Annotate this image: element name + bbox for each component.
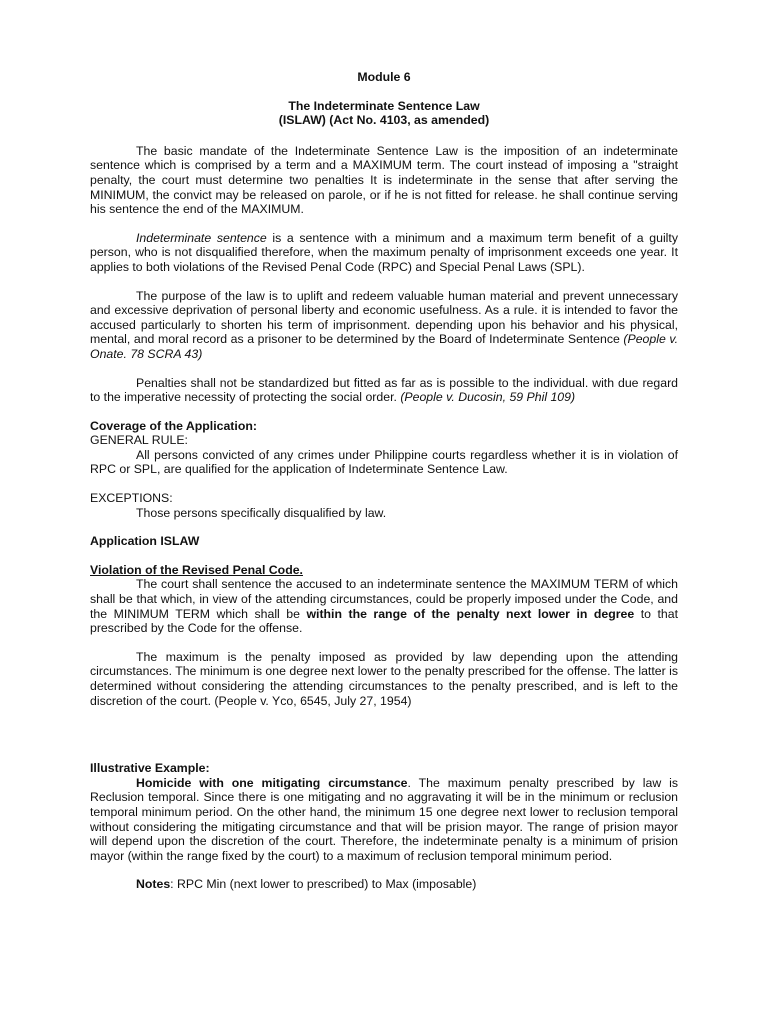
exceptions-text: Those persons specifically disqualified by law. — [136, 505, 387, 520]
term-indeterminate-sentence: Indeterminate sentence — [136, 230, 267, 245]
general-rule-text: All persons convicted of any crimes under Philippine courts regardless whether it is in violation of RPC or SPL, are qualified for the application of Indeterminate Sentence Law. — [90, 447, 678, 477]
coverage-heading: Coverage of the Application: — [90, 418, 257, 433]
exceptions-label: EXCEPTIONS: — [90, 491, 173, 506]
paragraph-purpose — [90, 289, 678, 362]
example-heading: Illustrative Example: — [90, 761, 210, 776]
citation-onate: (People v. Onate. 78 SCRA 43) — [90, 332, 679, 361]
definition-text: is a sentence with a minimum and a maximum term benefit of a guilty person, who is not disqualified therefore, when the maximum penalty of imprisonment exceeds one year. It applies to both violations of the Revised Penal Code (RPC) and Special Penal Laws (SPL). — [90, 230, 678, 274]
paragraph-sentence-rule — [90, 577, 678, 635]
paragraph-penalties — [90, 376, 678, 405]
paragraph-mandate: The basic mandate of the Indeterminate Sentence Law is the imposition of an indeterminate sentence which is comprised by a term and a MAXIMUM term. The court instead of imposing a "straight penalty, the court must determine two penalties It is indeterminate in the sense that after serving the MINIMUM, the convict may be released on parole, or if he is not fitted for release. he shall continue serving his sentence the end of the MAXIMUM. — [90, 143, 678, 217]
example-lead: Homicide with one mitigating circumstance — [136, 775, 408, 790]
citation-ducosin: (People v. Ducosin, 59 Phil 109) — [400, 390, 576, 405]
sentence-rule-emphasis: within the range of the penalty next lower in degree — [306, 606, 635, 621]
paragraph-example — [90, 776, 678, 864]
module-heading: Module 6 — [357, 70, 411, 84]
rpc-subheading: Violation of the Revised Penal Code. — [90, 562, 303, 577]
general-rule-label: GENERAL RULE: — [90, 433, 188, 448]
penalties-text: Penalties shall not be standardized but fitted as far as is possible to the individual. with due regard to the imperative necessity of protecting the social order. — [90, 375, 678, 405]
paragraph-maximum: The maximum is the penalty imposed as provided by law depending upon the attending circumstances. The minimum is one degree next lower to the penalty prescribed for the offense. The latter is determined without considering the attending circumstances to the penalty prescribed, and is left to the discretion of the court. (People v. Yco, 6545, July 27, 1954) — [90, 649, 678, 708]
application-heading: Application ISLAW — [90, 534, 200, 549]
paragraph-notes — [90, 877, 678, 892]
sentence-rule-text-b: to that prescribed by the Code for the offense. — [90, 606, 678, 636]
document-title: The Indeterminate Sentence Law — [288, 98, 480, 113]
sentence-rule-text-a: The court shall sentence the accused to an indeterminate sentence the MAXIMUM TERM of which shall be that which, in view of the attending circumstances, could be properly imposed under the Code, and the MINIMUM TERM which shall be — [90, 577, 678, 621]
notes-label: Notes — [136, 877, 171, 892]
document-page — [90, 70, 678, 892]
document-subtitle: (ISLAW) (Act No. 4103, as amended) — [278, 113, 490, 128]
example-text: . The maximum penalty prescribed by law is Reclusion temporal. Since there is one mitigating and no aggravating it will be in the minimum or reclusion temporal minimum period. On the other hand, the minimum 15 one degree next lower to reclusion temporal without considering the mitigating circumstance and that will be prision mayor. The range of prision mayor will depend upon the discretion of the court. Therefore, the indeterminate penalty is a minimum of prision mayor (within the range fixed by the court) to a maximum of reclusion temporal minimum period. — [90, 775, 678, 863]
notes-text: : RPC Min (next lower to prescribed) to Max (imposable) — [170, 877, 477, 892]
paragraph-definition — [90, 231, 678, 275]
purpose-text: The purpose of the law is to uplift and redeem valuable human material and prevent unnecessary and excessive deprivation of personal liberty and economic usefulness. As a rule. it is intended to favor the accused particularly to shorten his term of imprisonment. depending upon his behavior and his physical, mental, and moral record as a prisoner to be determined by the Board of Indeterminate Sentence — [90, 288, 678, 347]
